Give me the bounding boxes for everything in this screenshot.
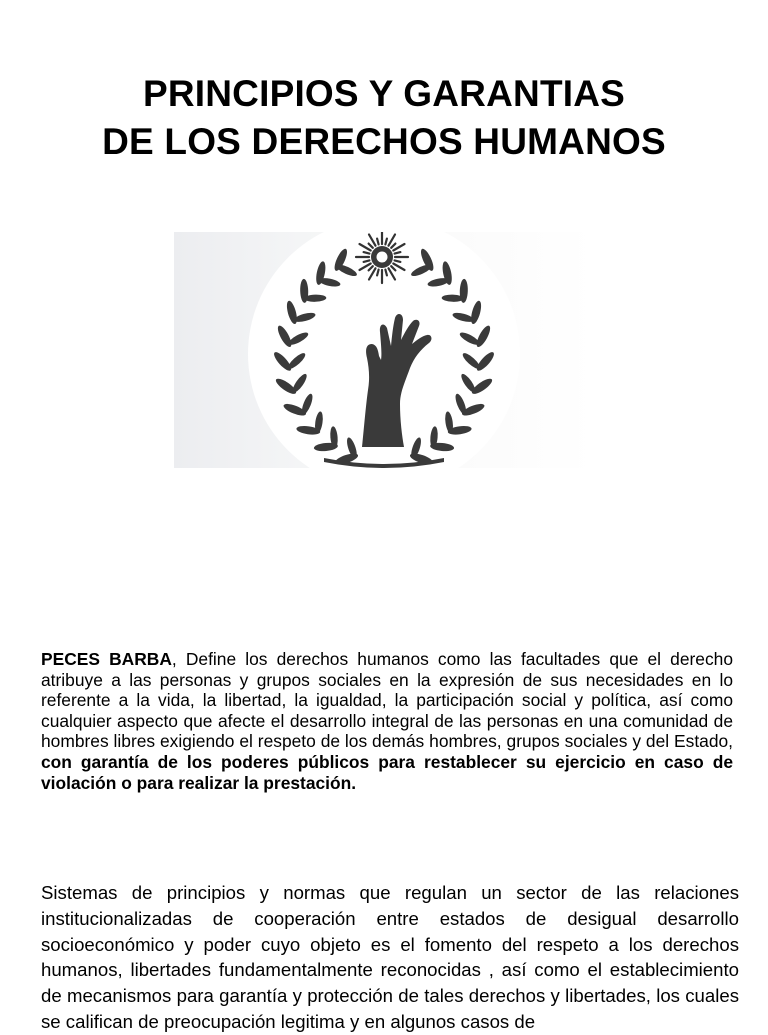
title-line-2: DE LOS DERECHOS HUMANOS — [102, 121, 666, 162]
paragraph-peces-barba — [41, 649, 733, 793]
page-title — [0, 70, 768, 166]
emblem-image — [174, 232, 594, 468]
human-rights-hand-icon — [174, 232, 594, 468]
paragraph-1-body: , Define los derechos humanos como las facultades que el derecho atribuye a las personas y grupos sociales en la expresión de sus necesidades en lo referente a la vida, la libertad, la igualdad, la participación social y política, así como cualquier aspecto que afecte el desarrollo integral de las personas en una comunidad de hombres libres exigiendo el respeto de los demás hombres, grupos sociales y del Estado, — [41, 649, 733, 752]
title-line-1: PRINCIPIOS Y GARANTIAS — [142, 73, 626, 114]
paragraph-1-emphasis: con garantía de los poderes públicos para restablecer su ejercicio en caso de violación o para realizar la prestación. — [41, 751, 733, 793]
author-name: PECES BARBA — [41, 649, 172, 669]
paragraph-definition: Sistemas de principios y normas que regulan un sector de las relaciones institucionalizadas de cooperación entre estados de desigual desarrollo socioeconómico y poder cuyo objeto es el fomento del respeto a los derechos humanos, libertades fundamentalmente reconocidas , así como el establecimiento de mecanismos para garantía y protección de tales derechos y libertades, los cuales se califican de preocupación legitima y en algunos casos de — [41, 882, 739, 1032]
